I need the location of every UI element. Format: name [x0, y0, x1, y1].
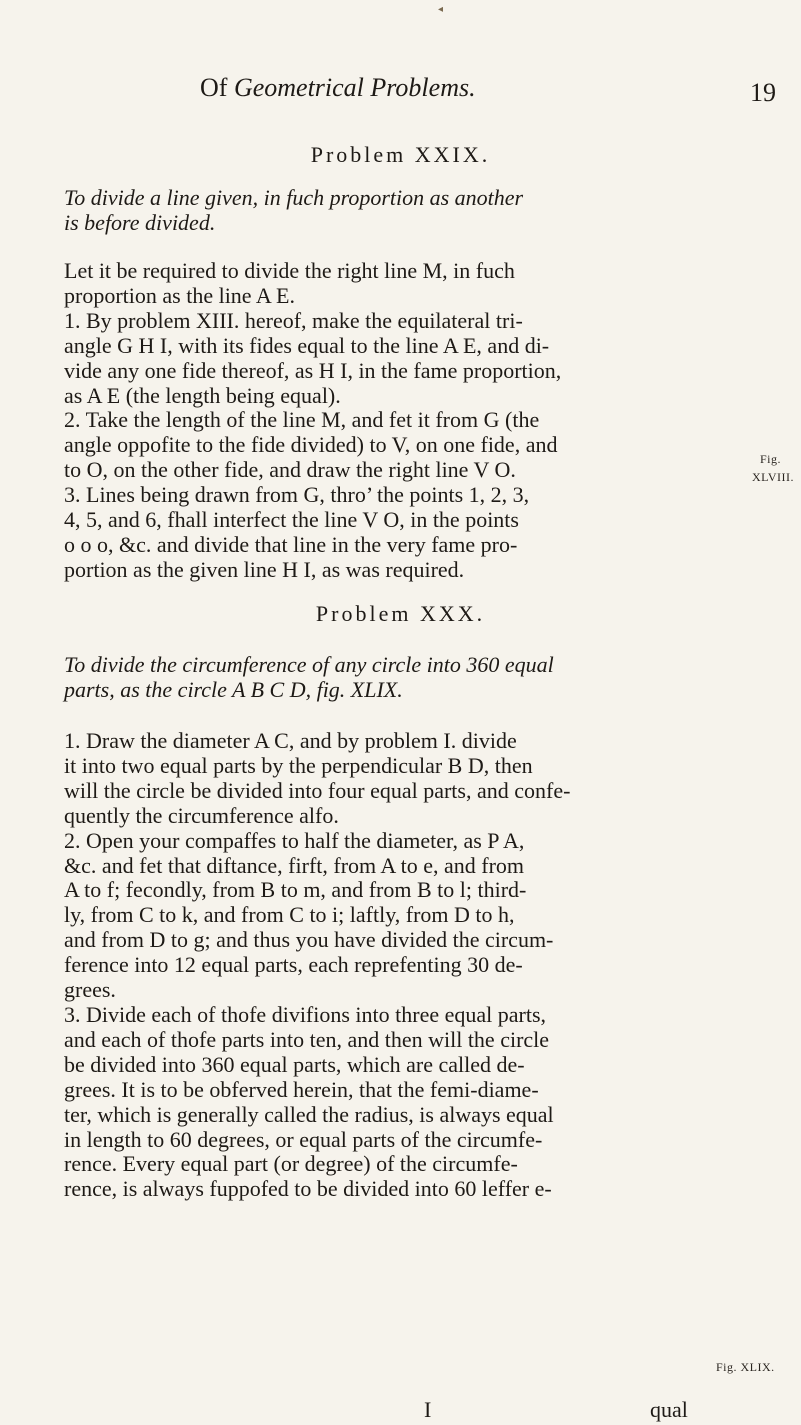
problem-29-statement — [64, 186, 694, 236]
body-line: and from D to g; and thus you have divided the circum- — [64, 927, 554, 953]
statement-line: is before divided. — [64, 209, 216, 235]
body-line: 2. Open your compaffes to half the diameter, as P A, — [64, 827, 525, 853]
body-line: it into two equal parts by the perpendicular B D, then — [64, 752, 533, 778]
body-line: 3. Lines being drawn from G, thro’ the points 1, 2, 3, — [64, 482, 530, 508]
top-mark: ◂ — [438, 4, 444, 15]
margin-note-fig-49: Fig. XLIX. — [716, 1360, 775, 1374]
body-line: angle G H I, with its fides equal to the line A E, and di- — [64, 332, 550, 358]
problem-30-title: Problem XXX. — [315, 601, 486, 626]
statement-line: parts, as the circle A B C D, fig. XLIX. — [64, 676, 403, 702]
body-line: Let it be required to divide the right line M, in fuch — [64, 258, 515, 283]
signature-mark: I — [424, 1397, 432, 1422]
body-line: grees. It is to be obferved herein, that the femi-diame- — [64, 1076, 539, 1102]
body-line: in length to 60 degrees, or equal parts of the circumfe- — [64, 1126, 543, 1152]
header-title: Geometrical Problems. — [233, 73, 476, 102]
margin-note-fig-48-number: XLVIII. — [752, 470, 795, 484]
body-line: angle oppofite to the fide divided) to V, on one fide, and — [64, 432, 558, 458]
body-line: 1. By problem XIII. hereof, make the equilateral tri- — [64, 307, 523, 333]
margin-note-fig-48-label: Fig. — [760, 452, 782, 466]
problem-29-title: Problem XXIX. — [310, 142, 491, 167]
body-line: and each of thofe parts into ten, and then will the circle — [64, 1026, 550, 1052]
body-line: o o o, &c. and divide that line in the very fame pro- — [64, 531, 518, 557]
statement-line: To divide the circumference of any circle into 360 equal — [64, 652, 554, 677]
body-line: to O, on the other fide, and draw the right line V O. — [64, 457, 516, 483]
catchword: qual — [650, 1397, 688, 1422]
body-line: grees. — [64, 977, 116, 1003]
page-number: 19 — [750, 78, 776, 107]
body-line: ly, from C to k, and from C to i; laftly, from D to h, — [64, 902, 515, 928]
problem-29-body — [64, 259, 694, 583]
body-line: &c. and fet that diftance, firft, from A to e, and from — [64, 852, 525, 878]
body-line: rence. Every equal part (or degree) of the circumfe- — [64, 1151, 518, 1177]
body-line: rence, is always fuppofed to be divided into 60 leffer e- — [64, 1176, 552, 1202]
statement-line: To divide a line given, in fuch proportion as another — [64, 185, 524, 210]
body-line: proportion as the line A E. — [64, 282, 295, 308]
body-line: be divided into 360 equal parts, which are called de- — [64, 1051, 525, 1077]
body-line: as A E (the length being equal). — [64, 382, 341, 408]
body-line: 4, 5, and 6, fhall interfect the line V O, in the points — [64, 507, 519, 533]
body-line: portion as the given line H I, as was required. — [64, 556, 465, 582]
body-line: ter, which is generally called the radius, is always equal — [64, 1101, 554, 1127]
body-line: 3. Divide each of thofe divifions into three equal parts, — [64, 1001, 547, 1027]
body-line: vide any one fide thereof, as H I, in the fame proportion, — [64, 357, 562, 383]
body-line: will the circle be divided into four equal parts, and confe- — [64, 777, 571, 803]
body-line: 1. Draw the diameter A C, and by problem I. divide — [64, 728, 517, 753]
body-line: 2. Take the length of the line M, and fet it from G (the — [64, 407, 540, 433]
problem-30-body — [64, 729, 694, 1202]
body-line: ference into 12 equal parts, each reprefenting 30 de- — [64, 952, 523, 978]
header-prefix: Of — [200, 73, 234, 102]
body-line: quently the circumference alfo. — [64, 802, 339, 828]
problem-30-statement — [64, 653, 694, 703]
running-header — [200, 72, 760, 104]
body-line: A to f; fecondly, from B to m, and from B to l; third- — [64, 877, 527, 903]
